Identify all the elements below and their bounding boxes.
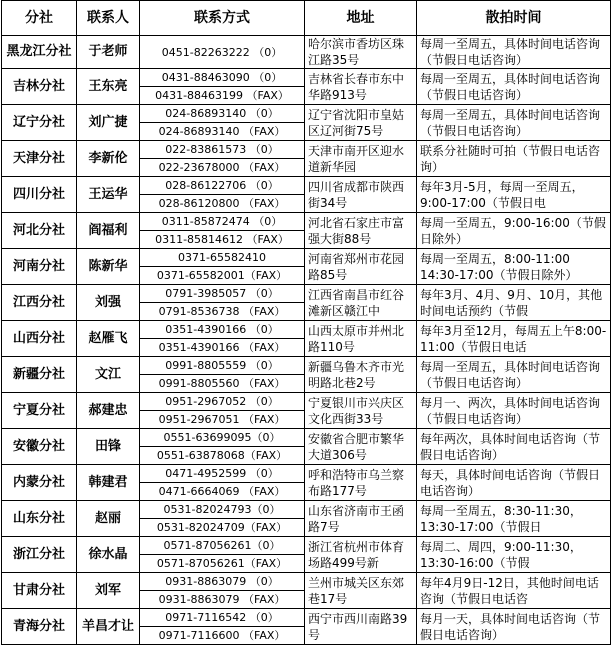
contact-person: 徐水晶 [77, 537, 140, 573]
contact-person: 刘广捷 [77, 105, 140, 141]
auction-hours: 每周二、周四，9:00-11:30，13:30-16:00（节假 [417, 537, 611, 573]
auction-hours: 每周一至周五，9:00-16:00（节假日除外） [417, 213, 611, 249]
fax-number: 0431-88463199 （FAX） [140, 87, 305, 105]
auction-hours: 每周一至周五，具体时间电话咨询（节假日电话咨询） [417, 36, 611, 69]
header-branch: 分社 [2, 1, 77, 36]
branch-name: 黑龙江分社 [2, 36, 77, 69]
auction-hours: 每周一至周五，8:30-11:30，13:30-17:00（节假日 [417, 501, 611, 537]
fax-number: 0351-4390166 （FAX） [140, 339, 305, 357]
branch-address: 兰州市城关区东郊巷17号 [305, 573, 417, 609]
table-row [2, 357, 611, 375]
branch-name: 河北分社 [2, 213, 77, 249]
auction-hours: 联系分社随时可拍（节假日电话咨询） [417, 141, 611, 177]
table-row [2, 429, 611, 447]
branch-name: 辽宁分社 [2, 105, 77, 141]
contact-person: 王运华 [77, 177, 140, 213]
table-row [2, 537, 611, 555]
header-row [2, 1, 611, 36]
fax-number: 0951-2967051 （FAX） [140, 411, 305, 429]
table-row [2, 501, 611, 519]
contact-person: 刘军 [77, 573, 140, 609]
auction-hours: 每年两次，具体时间电话咨询（节假日电话咨询） [417, 429, 611, 465]
branch-address: 新疆乌鲁木齐市光明路北巷2号 [305, 357, 417, 393]
phone-number: 0971-7116542 （0） [140, 609, 305, 627]
contact-person: 田锋 [77, 429, 140, 465]
branch-name: 江西分社 [2, 285, 77, 321]
auction-hours: 每年4月9日-12日，其他时间电话咨询（节假日电话咨 [417, 573, 611, 609]
fax-number: 0311-85814612 （FAX） [140, 231, 305, 249]
contact-person: 刘强 [77, 285, 140, 321]
branch-name: 安徽分社 [2, 429, 77, 465]
phone-number: 028-86122706 （0） [140, 177, 305, 195]
branch-address: 天津市南开区迎水道新华园 [305, 141, 417, 177]
table-row [2, 213, 611, 231]
branch-address: 浙江省杭州市体育场路499号新 [305, 537, 417, 573]
fax-number: 0931-8863079 （FAX） [140, 591, 305, 609]
auction-hours: 每天，具体时间电话咨询（节假日电话咨询） [417, 465, 611, 501]
fax-number: 0551-63878068（FAX） [140, 447, 305, 465]
branch-name: 四川分社 [2, 177, 77, 213]
branch-name: 青海分社 [2, 609, 77, 645]
table-row [2, 105, 611, 123]
phone-number: 0351-4390166 （0） [140, 321, 305, 339]
fax-number: 0531-82024709（FAX） [140, 519, 305, 537]
header-hours: 散拍时间 [417, 1, 611, 36]
branch-name: 天津分社 [2, 141, 77, 177]
contact-person: 李新伦 [77, 141, 140, 177]
auction-hours: 每年3月至12月，每周五上午8:00-11:00（节假日电话 [417, 321, 611, 357]
phone-number: 0551-63699095（0） [140, 429, 305, 447]
phone-number: 0451-82263222 （0） [140, 36, 305, 69]
auction-hours: 每周一至周五，具体时间电话咨询（节假日电话咨询） [417, 357, 611, 393]
fax-number: 0971-7116600 （FAX） [140, 627, 305, 645]
phone-number: 022-83861573 （0） [140, 141, 305, 159]
branch-name: 河南分社 [2, 249, 77, 285]
header-address: 地址 [305, 1, 417, 36]
table-row [2, 609, 611, 627]
branch-address: 哈尔滨市香坊区珠江路35号 [305, 36, 417, 69]
branch-address: 辽宁省沈阳市皇姑区辽河街75号 [305, 105, 417, 141]
branch-name: 山东分社 [2, 501, 77, 537]
branch-name: 吉林分社 [2, 69, 77, 105]
table-row [2, 249, 611, 267]
table-row [2, 573, 611, 591]
branch-name: 宁夏分社 [2, 393, 77, 429]
fax-number: 0991-8805560 （FAX） [140, 375, 305, 393]
auction-hours: 每周一至周五，8:00-11:00 14:30-17:00（节假日除外） [417, 249, 611, 285]
branch-address: 安徽省合肥市繁华大道306号 [305, 429, 417, 465]
auction-hours: 每月一、两次，具体时间电话咨询（节假日电话咨询） [417, 393, 611, 429]
phone-number: 0951-2967052 （0） [140, 393, 305, 411]
branch-address: 河南省郑州市花园路85号 [305, 249, 417, 285]
fax-number: 0471-6664069 （FAX） [140, 483, 305, 501]
header-contact: 联系人 [77, 1, 140, 36]
phone-number: 024-86893140 （0） [140, 105, 305, 123]
branch-address: 江西省南昌市红谷滩新区赣江中 [305, 285, 417, 321]
fax-number: 022-23678000 （FAX） [140, 159, 305, 177]
branch-address: 四川省成都市陕西街34号 [305, 177, 417, 213]
phone-number: 0471-4952599 （0） [140, 465, 305, 483]
fax-number: 0371-65582001（FAX） [140, 267, 305, 285]
table-row [2, 69, 611, 87]
table-row [2, 177, 611, 195]
contact-person: 阎福利 [77, 213, 140, 249]
fax-number: 024-86893140 （FAX） [140, 123, 305, 141]
auction-hours: 每年3月-5月，每周一至周五，9:00-17:00（节假日电 [417, 177, 611, 213]
auction-hours: 每月一天，具体时间电话咨询（节假日电话咨询） [417, 609, 611, 645]
phone-number: 0931-8863079 （0） [140, 573, 305, 591]
auction-hours: 每周一至周五，具体时间电话咨询（节假日电话咨询） [417, 105, 611, 141]
phone-number: 0531-82024793（0） [140, 501, 305, 519]
fax-number: 028-86120800 （FAX） [140, 195, 305, 213]
branch-address: 吉林省长春市东中华路913号 [305, 69, 417, 105]
branch-address: 呼和浩特市乌兰察布路177号 [305, 465, 417, 501]
contact-person: 赵丽 [77, 501, 140, 537]
table-row [2, 465, 611, 483]
branch-name: 新疆分社 [2, 357, 77, 393]
phone-number: 0431-88463090 （0） [140, 69, 305, 87]
contact-person: 于老师 [77, 36, 140, 69]
table-row [2, 393, 611, 411]
contact-person: 王东亮 [77, 69, 140, 105]
branch-address: 河北省石家庄市富强大街88号 [305, 213, 417, 249]
branch-address: 山西太原市并州北路110号 [305, 321, 417, 357]
contact-person: 韩建君 [77, 465, 140, 501]
auction-hours: 每周一至周五，具体时间电话咨询（节假日电话咨询） [417, 69, 611, 105]
phone-number: 0571-87056261（0） [140, 537, 305, 555]
fax-number: 0571-87056261（FAX） [140, 555, 305, 573]
branch-name: 甘肃分社 [2, 573, 77, 609]
contact-person: 赵雁飞 [77, 321, 140, 357]
phone-number: 0371-65582410 [140, 249, 305, 267]
header-phone: 联系方式 [140, 1, 305, 36]
contact-person: 羊昌才让 [77, 609, 140, 645]
table-row [2, 285, 611, 303]
table-row [2, 141, 611, 159]
contact-person: 陈新华 [77, 249, 140, 285]
contact-person: 文江 [77, 357, 140, 393]
branch-address: 西宁市西川南路39号 [305, 609, 417, 645]
branch-address: 山东省济南市王函路7号 [305, 501, 417, 537]
branch-name: 山西分社 [2, 321, 77, 357]
phone-number: 0311-85872474 （0） [140, 213, 305, 231]
auction-hours: 每年3月、4月、9月、10月，其他时间电话预约（节假 [417, 285, 611, 321]
phone-number: 0791-3985057 （0） [140, 285, 305, 303]
contact-person: 郝建忠 [77, 393, 140, 429]
phone-number: 0991-8805559 （0） [140, 357, 305, 375]
table-row [2, 321, 611, 339]
branch-address: 宁夏银川市兴庆区文化西街33号 [305, 393, 417, 429]
fax-number: 0791-8536738 （FAX） [140, 303, 305, 321]
branch-name: 浙江分社 [2, 537, 77, 573]
branch-contact-table [1, 0, 611, 645]
branch-name: 内蒙分社 [2, 465, 77, 501]
